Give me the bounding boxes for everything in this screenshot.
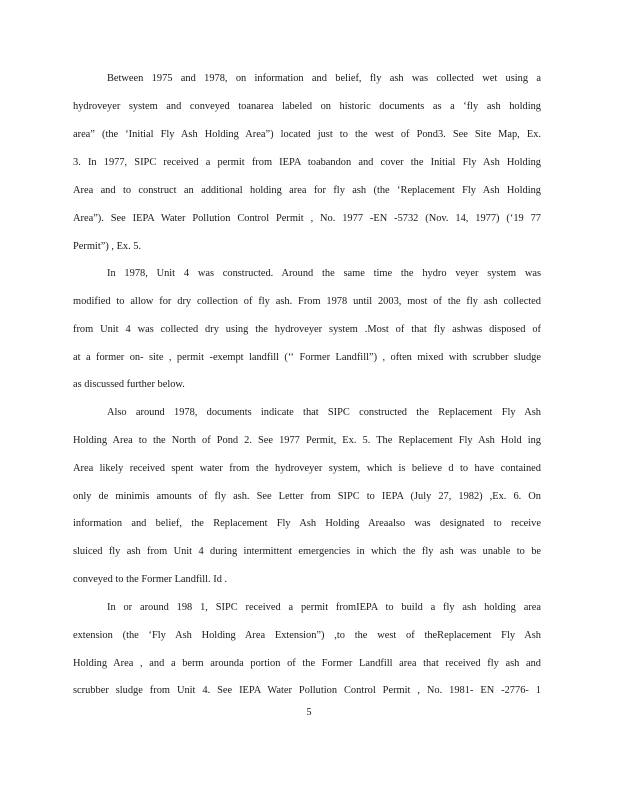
paragraph-3-line-5: information and belief, the Replacement Fly Ash Holding Areaalso was designated to receive — [73, 518, 541, 529]
paragraph-3-line-3: Area likely received spent water from the hydroveyer system, which is believe d to have contained — [73, 463, 541, 474]
paragraph-2-line-2: modified to allow for dry collection of fly ash. From 1978 until 2003, most of the fly ash collected — [73, 296, 541, 307]
paragraph-2-line-4: at a former on- site , permit -exempt landfill (‘‘ Former Landfill”) , often mixed with scrubber sludge — [73, 352, 541, 363]
paragraph-4-line-1: In or around 198 1, SIPC received a permit fromIEPA to build a fly ash holding area — [107, 602, 541, 613]
paragraph-4-line-4: scrubber sludge from Unit 4. See IEPA Water Pollution Control Permit , No. 1981- EN -2776- 1 — [73, 685, 541, 696]
paragraph-3-line-6: sluiced fly ash from Unit 4 during intermittent emergencies in which the fly ash was unable to be — [73, 546, 541, 557]
paragraph-1-line-4: 3. In 1977, SIPC received a permit from IEPA toabandon and cover the Initial Fly Ash Holding — [73, 157, 541, 168]
paragraph-2-line-1: In 1978, Unit 4 was constructed. Around the same time the hydro veyer system was — [107, 268, 541, 279]
page-number: 5 — [306, 707, 312, 718]
paragraph-3-line-7: conveyed to the Former Landfill. Id . — [73, 574, 228, 585]
paragraph-3-line-1: Also around 1978, documents indicate that SIPC constructed the Replacement Fly Ash — [107, 407, 541, 418]
paragraph-4-line-2: extension (the ‘Fly Ash Holding Area Extension”) ,to the west of theReplacement Fly Ash — [73, 630, 541, 641]
paragraph-3-line-4: only de minimis amounts of fly ash. See Letter from SIPC to IEPA (July 27, 1982) ,Ex. 6. On — [73, 491, 541, 502]
paragraph-3-line-2: Holding Area to the North of Pond 2. See 1977 Permit, Ex. 5. The Replacement Fly Ash Hold ing — [73, 435, 541, 446]
paragraph-1-line-6: Area”). See IEPA Water Pollution Control Permit , No. 1977 -EN -5732 (Nov. 14, 1977) (‘19 77 — [73, 213, 541, 224]
paragraph-1-line-1: Between 1975 and 1978, on information and belief, fly ash was collected wet using a — [107, 73, 541, 84]
paragraph-1-line-2: hydroveyer system and conveyed toanarea labeled on historic documents as a ‘fly ash holding — [73, 101, 541, 112]
paragraph-1-line-3: area” (the ‘Initial Fly Ash Holding Area”) located just to the west of Pond3. See Site Map, Ex. — [73, 129, 541, 140]
paragraph-1-line-5: Area and to construct an additional holding area for fly ash (the ‘Replacement Fly Ash Holding — [73, 185, 541, 196]
paragraph-2-line-3: from Unit 4 was collected dry using the hydroveyer system .Most of that fly ashwas disposed of — [73, 324, 541, 335]
paragraph-2-line-5: as discussed further below. — [73, 379, 185, 390]
paragraph-4-line-3: Holding Area , and a berm arounda portion of the Former Landfill area that received fly ash and — [73, 658, 541, 669]
paragraph-1-line-7: Permit”) , Ex. 5. — [73, 241, 142, 252]
